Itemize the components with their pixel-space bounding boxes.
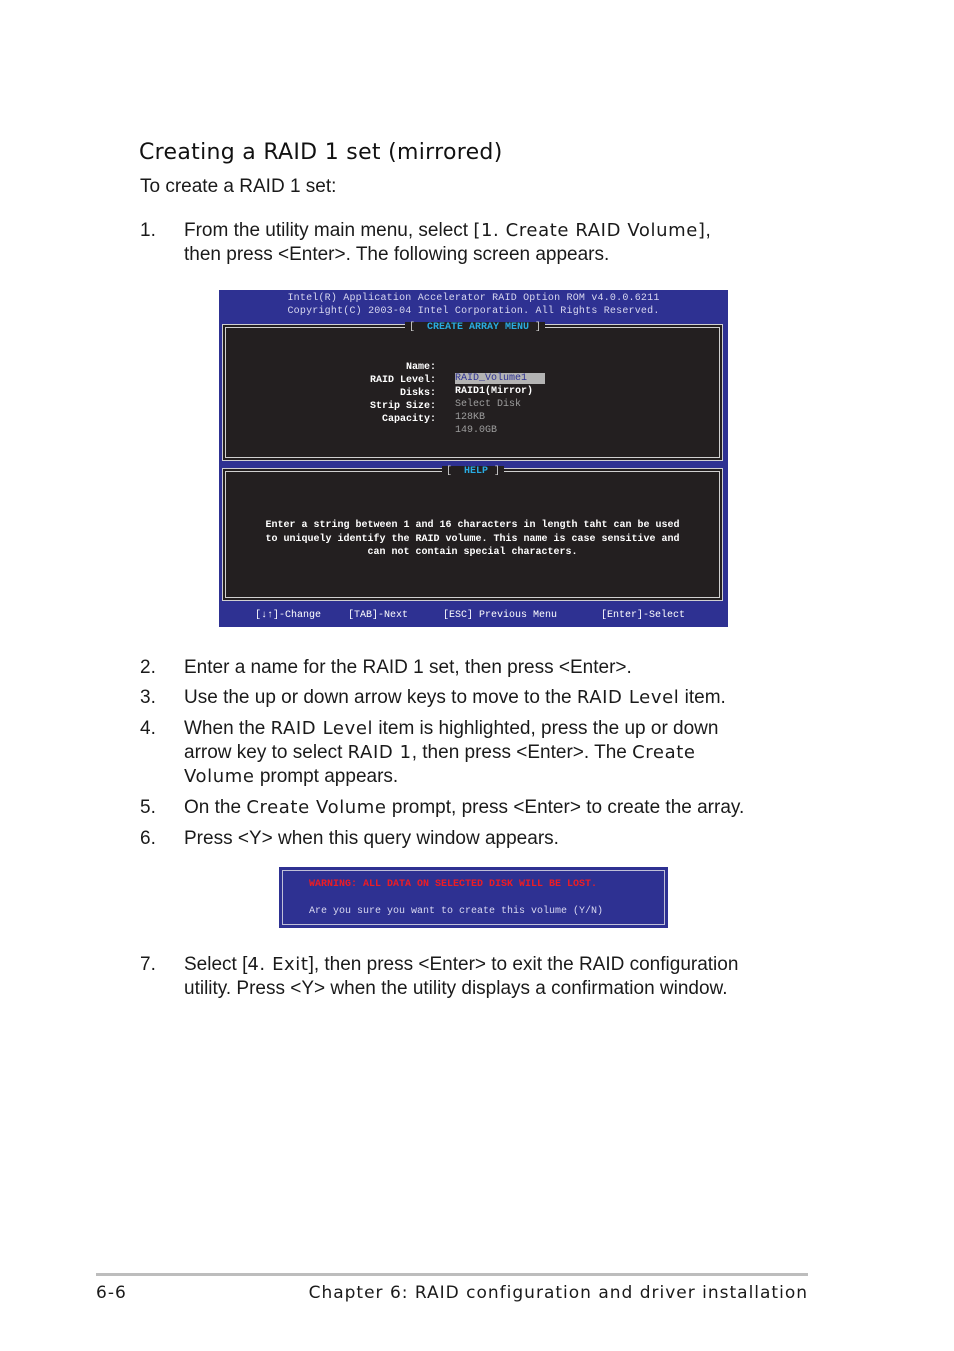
- step-number: 6.: [140, 828, 156, 849]
- field-disks[interactable]: Disks: Select Disk: [399, 388, 522, 410]
- confirm-query-window: [279, 867, 668, 928]
- intro-text: To create a RAID 1 set:: [140, 176, 337, 197]
- create-array-title: [ CREATE ARRAY MENU ]: [405, 322, 545, 333]
- help-line-1: Enter a string between 1 and 16 characters in length taht can be used: [265, 520, 680, 531]
- confirm-prompt: Are you sure you want to create this volume (Y/N): [309, 906, 604, 917]
- step-number: 2.: [140, 657, 156, 678]
- create-array-panel: [222, 324, 723, 461]
- step-7-line-2: utility. Press <Y> when the utility displays a confirmation window.: [184, 978, 728, 999]
- section-heading: Creating a RAID 1 set (mirrored): [139, 140, 503, 165]
- help-panel: [222, 468, 723, 601]
- field-capacity[interactable]: Capacity: 149.0GB: [381, 414, 498, 436]
- step-1-line-1: From the utility main menu, select [1. Create RAID Volume],: [184, 220, 711, 241]
- step-4-line-3: Volume prompt appears.: [184, 766, 399, 787]
- hint-next: [TAB]-Next: [348, 610, 409, 621]
- bios-create-array-screen: [219, 290, 728, 627]
- field-name[interactable]: Name: RAID_Volume1: [223, 351, 722, 395]
- field-strip-size[interactable]: Strip Size: 128KB: [369, 401, 486, 423]
- bios-header-line-2: Copyright(C) 2003-04 Intel Corporation. All Rights Reserved.: [287, 306, 660, 317]
- step-2: Enter a name for the RAID 1 set, then press <Enter>.: [184, 657, 632, 678]
- step-number: 4.: [140, 718, 156, 739]
- step-5: On the Create Volume prompt, press <Enter> to create the array.: [184, 797, 745, 818]
- warning-text: WARNING: ALL DATA ON SELECTED DISK WILL BE LOST.: [309, 879, 598, 890]
- step-number: 5.: [140, 797, 156, 818]
- step-1-line-2: then press <Enter>. The following screen appears.: [184, 244, 610, 265]
- footer-rule: [96, 1273, 808, 1276]
- hint-change: [↓↑]-Change: [255, 610, 322, 621]
- step-number: 3.: [140, 687, 156, 708]
- help-title: [ HELP ]: [442, 466, 504, 477]
- chapter-title: Chapter 6: RAID configuration and driver installation: [308, 1283, 808, 1303]
- step-3: Use the up or down arrow keys to move to the RAID Level item.: [184, 687, 726, 708]
- hint-previous-menu: [ESC] Previous Menu: [443, 610, 558, 621]
- help-line-3: can not contain special characters.: [367, 547, 578, 558]
- field-raid-level[interactable]: RAID Level: RAID1(Mirror): [369, 375, 534, 397]
- step-4-line-1: When the RAID Level item is highlighted, press the up or down: [184, 718, 719, 739]
- page-number: 6-6: [96, 1283, 127, 1303]
- step-6: Press <Y> when this query window appears.: [184, 828, 559, 849]
- step-7-line-1: Select [4. Exit], then press <Enter> to exit the RAID configuration: [184, 954, 739, 975]
- step-number: 7.: [140, 954, 156, 975]
- step-number: 1.: [140, 220, 156, 241]
- bios-header-line-1: Intel(R) Application Accelerator RAID Option ROM v4.0.0.6211: [287, 293, 660, 304]
- step-4-line-2: arrow key to select RAID 1, then press <Enter>. The Create: [184, 742, 696, 763]
- help-line-2: to uniquely identify the RAID volume. This name is case sensitive and: [265, 533, 680, 545]
- hint-select: [Enter]-Select: [601, 610, 686, 621]
